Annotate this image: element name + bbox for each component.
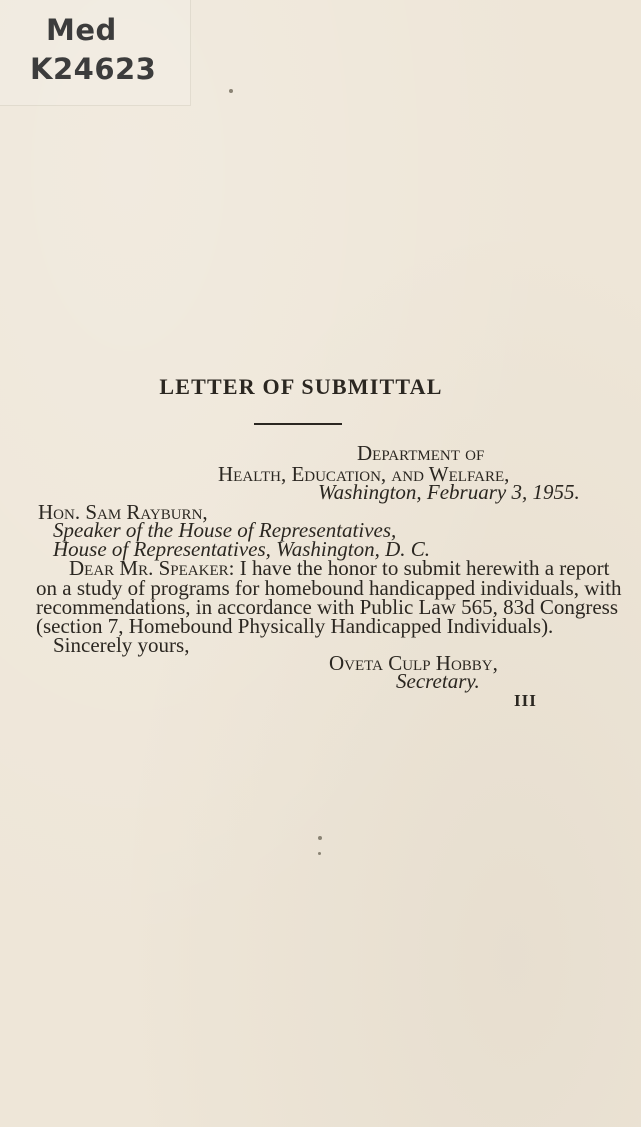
paper-speck <box>318 852 321 855</box>
department-name: Health, Education, and Welfare, <box>218 462 510 486</box>
place-date: Washington, February 3, 1955. <box>318 480 580 504</box>
letter-heading: LETTER OF SUBMITTAL <box>159 374 443 399</box>
heading-rule <box>254 423 342 425</box>
shelfmark-line-2: K24623 <box>30 52 157 86</box>
signatory-title: Secretary. <box>396 669 480 693</box>
signatory-name: Oveta Culp Hobby, <box>329 651 498 675</box>
paper-speck <box>318 836 322 840</box>
addressee-name: Hon. Sam Rayburn, <box>38 500 208 524</box>
addressee-title: Speaker of the House of Representatives, <box>53 518 397 542</box>
shelfmark-line-1: Med <box>46 13 117 47</box>
page-number: III <box>514 691 537 710</box>
body-paragraph-line-3: recommendations, in accordance with Public Law 565, 83d Congress <box>36 595 619 619</box>
addressee-place: House of Representatives, Washington, D. C. <box>53 537 430 561</box>
body-paragraph-line-4: (section 7, Homebound Physically Handicapped Individuals). <box>36 614 554 638</box>
department-line: Department of <box>357 441 485 465</box>
body-text: I have the honor to submit herewith a report <box>234 556 610 580</box>
paper-speck <box>229 89 233 93</box>
library-label <box>0 0 191 106</box>
body-paragraph-line-2: on a study of programs for homebound handicapped individuals, with <box>36 576 622 600</box>
closing: Sincerely yours, <box>53 633 190 657</box>
salutation: Dear Mr. Speaker: <box>69 556 235 580</box>
